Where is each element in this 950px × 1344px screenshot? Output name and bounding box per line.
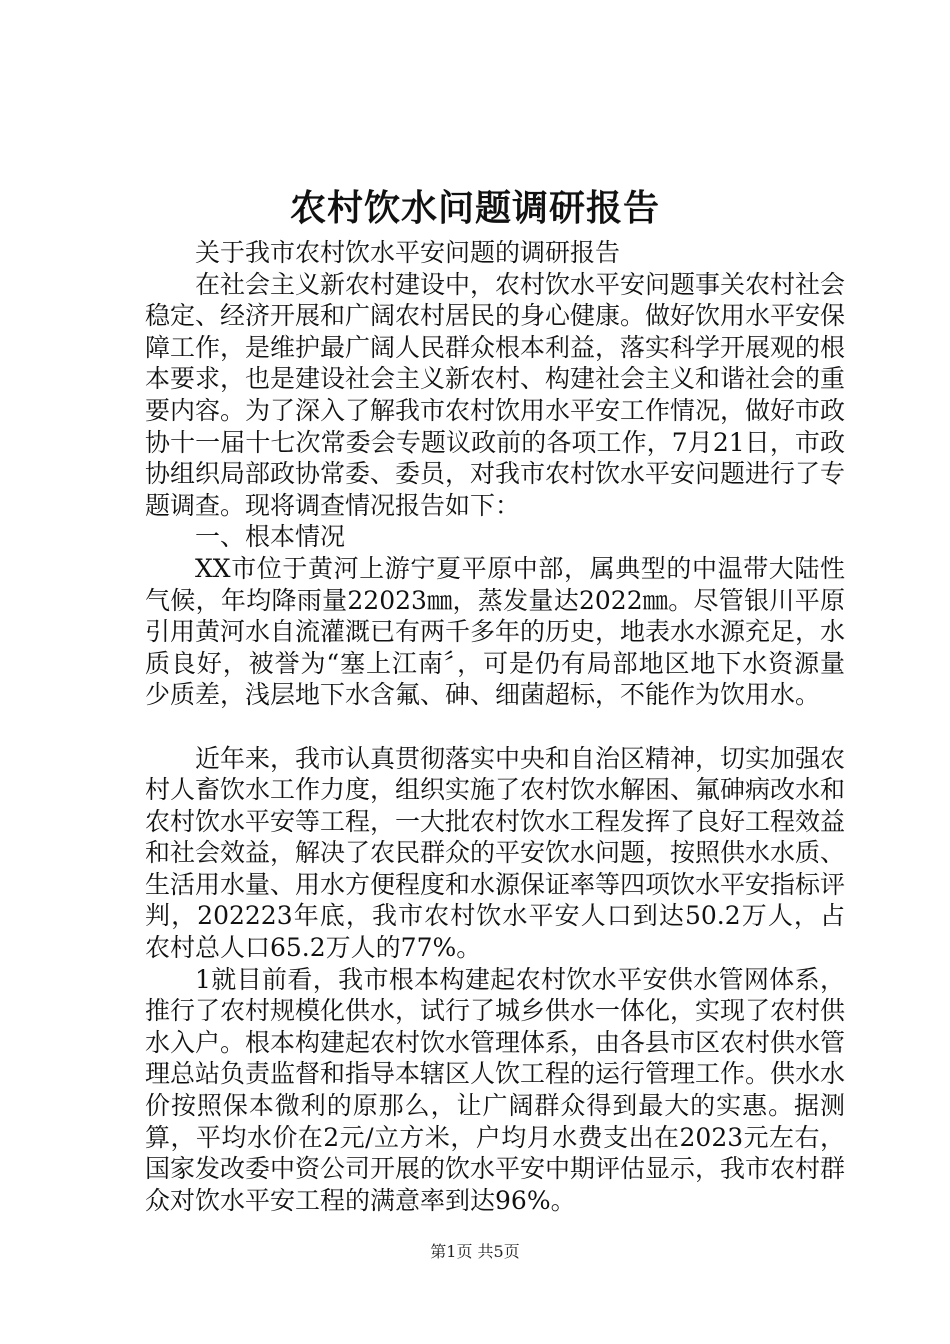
background-paragraph: XX市位于黄河上游宁夏平原中部，属典型的中温带大陆性气候，年均降雨量22023㎜，蒸发量达2022㎜。尽管银川平原引用黄河水自流灌溉已有两千多年的历史，地表水水源充足，水质良好，被誉为“塞上江南〞，可是仍有局部地区地下水资源量少质差，浅层地下水含氟、砷、细菌超标，不能作为饮用水。 [145,553,846,710]
page-footer: 第1页 共5页 [430,1242,520,1261]
subtitle-paragraph: 关于我市农村饮水平安问题的调研报告 [195,238,621,267]
document-title: 农村饮水问题调研报告 [289,187,660,229]
section-heading: 一、根本情况 [195,522,346,552]
intro-paragraph: 在社会主义新农村建设中，农村饮水平安问题事关农村社会稳定、经济开展和广阔农村居民的身心健康。做好饮用水平安保障工作，是维护最广阔人民群众根本利益，落实科学开展观的根本要求，也是建设社会主义新农村、构建社会主义和谐社会的重要内容。为了深入了解我市农村饮用水平安工作情况，做好市政协十一届十七次常委会专题议政前的各项工作，7月21日，市政协组织局部政协常委、委员，对我市农村饮水平安问题进行了专题调查。现将调查情况报告如下： [145,269,846,520]
document-body [145,237,845,1216]
progress-paragraph: 近年来，我市认真贯彻落实中央和自治区精神，切实加强农村人畜饮水工作力度，组织实施了农村饮水解困、氟砷病改水和农村饮水平安等工程，一大批农村饮水工程发挥了良好工程效益和社会效益，解决了农民群众的平安饮水问题，按照供水水质、生活用水量、用水方便程度和水源保证率等四项饮水平安指标评判，202223年底，我市农村饮水平安人口到达50.2万人，占农村总人口65.2万人的77%。 [145,743,846,963]
status-paragraph: 1就目前看，我市根本构建起农村饮水平安供水管网体系，推行了农村规模化供水，试行了城乡供水一体化，实现了农村供水入户。根本构建起农村饮水管理体系，由各县市区农村供水管理总站负责监督和指导本辖区人饮工程的运行管理工作。供水水价按照保本微利的原那么，让广阔群众得到最大的实惠。据测算，平均水价在2元/立方米，户均月水费支出在2023元左右，国家发改委中资公司开展的饮水平安中期评估显示，我市农村群众对饮水平安工程的满意率到达96%。 [145,964,846,1215]
